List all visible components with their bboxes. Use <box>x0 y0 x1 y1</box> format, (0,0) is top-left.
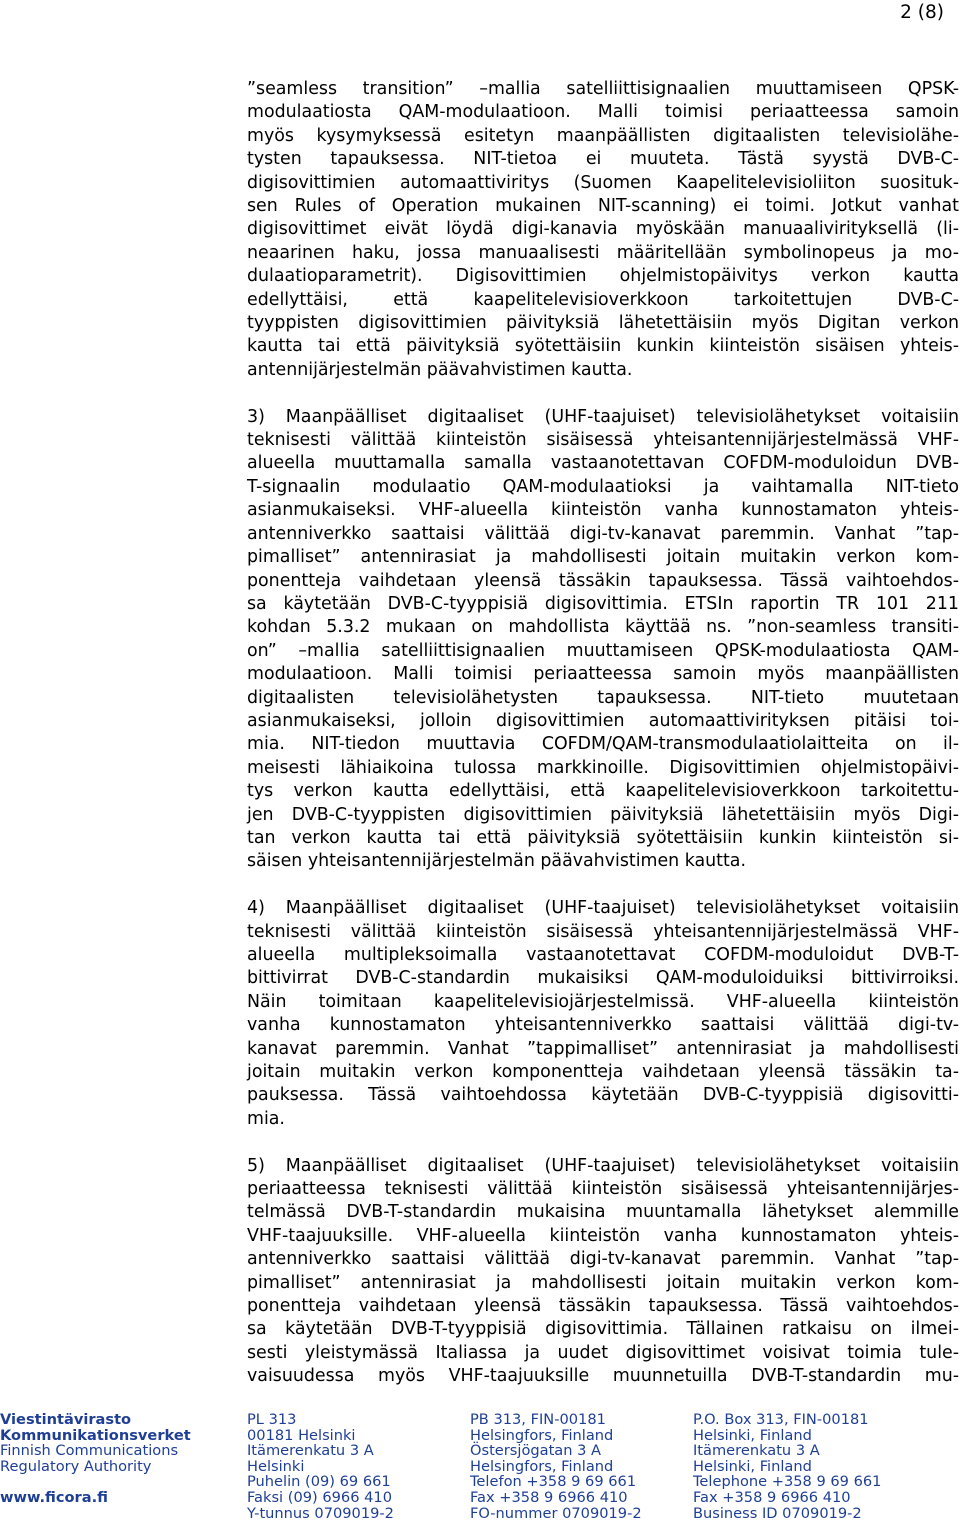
text-line: alueella multipleksoimalla vastaanotettavat COFDM-moduloidut DVB-T- <box>247 945 959 965</box>
text-line: 5) Maanpäälliset digitaaliset (UHF-taajuiset) televisiolähetykset voitaisiin <box>247 1155 959 1176</box>
address-line: Telephone +358 9 69 661 <box>693 1473 882 1491</box>
text-line: 3) Maanpäälliset digitaaliset (UHF-taajuiset) televisiolähetykset voitaisiin <box>247 406 959 427</box>
paragraph-1 <box>247 78 959 382</box>
org-name-swedish: Kommunikationsverket <box>0 1426 191 1444</box>
text-line: sa käytetään DVB-T-tyyppisiä digisovittimia. Tällainen ratkaisu on ilmei- <box>247 1319 959 1340</box>
text-line: asianmukaiseksi, jolloin digisovittimien automaattivirityksen pitäisi toi- <box>247 710 959 731</box>
text-line: teknisesti välittää kiinteistön sisäisessä yhteisantennijärjestelmässä VHF- <box>247 921 959 942</box>
address-line: Puhelin (09) 69 661 <box>247 1473 391 1491</box>
address-line: Helsinki <box>247 1457 305 1475</box>
address-line: Helsinki, Finland <box>693 1457 812 1475</box>
page-footer <box>0 1412 960 1522</box>
text-line: ponentteja vaihdetaan yleensä tässäkin tapauksessa. Tässä vaihtoehdos- <box>247 1296 959 1317</box>
paragraph-2 <box>247 406 959 874</box>
address-line: 00181 Helsinki <box>247 1426 356 1444</box>
text-line: bittivirrat DVB-C-standardin mukaisiksi QAM-moduloiduiksi bittivirroiksi. <box>247 968 959 989</box>
text-line: tysten tapauksessa. NIT-tietoa ei muuteta. Tästä syystä DVB-C- <box>247 149 959 170</box>
text-line: ”seamless transition” –mallia satelliittisignaalien muuttamiseen QPSK- <box>247 79 959 99</box>
text-line: kohdan 5.3.2 mukaan on mahdollista käyttää ns. ”non-seamless transiti- <box>247 617 959 638</box>
address-line: Y-tunnus 0709019-2 <box>247 1504 394 1522</box>
page-number: 2 (8) <box>900 2 944 23</box>
text-line: modulaatioon. Malli toimisi periaatteessa samoin myös maanpäällisten <box>247 664 959 685</box>
text-line: tan verkon kautta tai että päivityksiä syötettäisiin kunkin kiinteistön si- <box>247 827 959 848</box>
address-line: PB 313, FIN-00181 <box>470 1411 606 1428</box>
text-line: 4) Maanpäälliset digitaaliset (UHF-taajuiset) televisiolähetykset voitaisiin <box>247 898 959 919</box>
text-line: neaarinen haku, jossa manuaalisesti määritellään symbolinopeus ja mo- <box>247 242 959 263</box>
text-line: modulaatiosta QAM-modulaatioon. Malli toimisi periaatteessa samoin <box>247 102 959 123</box>
paragraph-3 <box>247 897 959 1131</box>
text-line: joitain muitakin verkon komponentteja vaihdetaan yleensä tässäkin ta- <box>247 1062 959 1083</box>
text-line: kautta tai että päivityksiä syötettäisiin kunkin kiinteistön sisäisen yhteis- <box>247 336 959 357</box>
text-line: vanha kunnostamaton yhteisantenniverkko saattaisi välittää digi-tv- <box>247 1015 959 1036</box>
text-line: VHF-taajuuksille. VHF-alueella kiinteistön vanha kunnostamaton yhteis- <box>247 1225 959 1246</box>
text-line: T-signaalin modulaatio QAM-modulaatioksi ja vaihtamalla NIT-tieto <box>247 476 959 497</box>
text-line: on” –mallia satelliittisignaalien muuttamiseen QPSK-modulaatiosta QAM- <box>247 640 959 661</box>
address-line: Itämerenkatu 3 A <box>693 1442 820 1460</box>
text-line: meisesti lähiaikoina tulossa markkinoille. Digisovittimien ohjelmistopäivi- <box>247 757 959 778</box>
org-name-finnish: Viestintävirasto <box>0 1411 132 1428</box>
text-line: jen DVB-C-tyyppisten digisovittimien päivityksiä lähetettäisiin myös Digi- <box>247 804 959 825</box>
text-line: tys verkon kautta edellyttäisi, että kaapelitelevisioverkkoon tarkoitettu- <box>247 781 959 802</box>
text-line: pimalliset” antennirasiat ja mahdollisesti joitain muitakin verkon kom- <box>247 547 959 568</box>
text-line: myös kysymyksessä esitetyn maanpäällisten digitaalisten televisiolähe- <box>247 125 959 146</box>
text-line: sen Rules of Operation mukainen NIT-scanning) ei toimi. Jotkut vanhat <box>247 196 959 217</box>
text-line: periaatteessa teknisesti välittää kiinteistön sisäisessä yhteisantennijärjes- <box>247 1179 959 1200</box>
text-line: antennijärjestelmän päävahvistimen kautta. <box>247 359 633 380</box>
text-line: digisovittimien automaattiviritys (Suomen Kaapelitelevisioliiton suosituk- <box>247 172 959 193</box>
address-line: Itämerenkatu 3 A <box>247 1442 374 1460</box>
text-line: asianmukaiseksi. VHF-alueella kiinteistön vanha kunnostamaton yhteis- <box>247 500 959 521</box>
text-line: sa käytetään DVB-C-tyyppisiä digisovittimia. ETSIn raportin TR 101 211 <box>247 593 959 614</box>
address-line: P.O. Box 313, FIN-00181 <box>693 1411 869 1428</box>
text-line: digitaalisten televisiolähetysten tapauksessa. NIT-tieto muutetaan <box>247 687 959 708</box>
address-line: Fax +358 9 6966 410 <box>693 1488 851 1506</box>
address-line: FO-nummer 0709019-2 <box>470 1504 642 1522</box>
text-line: pimalliset” antennirasiat ja mahdollisesti joitain muitakin verkon kom- <box>247 1272 959 1293</box>
footer-organization <box>0 1412 191 1506</box>
address-line: Helsingfors, Finland <box>470 1426 614 1444</box>
text-line: tyyppisten digisovittimien päivityksiä lähetettäisiin myös Digitan verkon <box>247 313 959 334</box>
text-line: säisen yhteisantennijärjestelmän päävahvistimen kautta. <box>247 851 746 872</box>
text-line: ponentteja vaihdetaan yleensä tässäkin tapauksessa. Tässä vaihtoehdos- <box>247 570 959 591</box>
paragraph-4 <box>247 1155 959 1389</box>
address-line: Helsingfors, Finland <box>470 1457 614 1475</box>
text-line: edellyttäisi, että kaapelitelevisioverkkoon tarkoitettujen DVB-C- <box>247 289 959 310</box>
footer-address-english <box>693 1412 881 1521</box>
address-line: Östersjögatan 3 A <box>470 1442 602 1460</box>
footer-address-finnish <box>247 1412 394 1521</box>
address-line: Fax +358 9 6966 410 <box>470 1488 628 1506</box>
address-line: Helsinki, Finland <box>693 1426 812 1444</box>
org-name-english: Finnish Communications <box>0 1442 179 1460</box>
text-line: dulaatioparametrit). Digisovittimien ohjelmistopäivitys verkon kautta <box>247 266 959 287</box>
text-line: sesti yleistymässä Italiassa ja uudet digisovittimet voisivat toimia tule- <box>247 1342 959 1363</box>
text-line: kanavat paremmin. Vanhat ”tappimalliset” antennirasiat ja mahdollisesti <box>247 1038 959 1059</box>
text-line: alueella muuttamalla samalla vastaanotettavan COFDM-moduloidun DVB- <box>247 453 959 474</box>
text-line: pauksessa. Tässä vaihtoehdossa käytetään DVB-C-tyyppisiä digisovitti- <box>247 1085 959 1106</box>
org-name-english: Regulatory Authority <box>0 1457 152 1475</box>
text-line: vaisuudessa myös VHF-taajuuksille muunnetuilla DVB-T-standardin mu- <box>247 1366 959 1387</box>
address-line: PL 313 <box>247 1411 297 1428</box>
text-line: Näin toimitaan kaapelitelevisiojärjestelmissä. VHF-alueella kiinteistön <box>247 991 959 1012</box>
footer-address-swedish <box>470 1412 642 1521</box>
address-line: Faksi (09) 6966 410 <box>247 1488 392 1506</box>
text-line: teknisesti välittää kiinteistön sisäisessä yhteisantennijärjestelmässä VHF- <box>247 430 959 451</box>
text-line: antenniverkko saattaisi välittää digi-tv-kanavat paremmin. Vanhat ”tap- <box>247 1249 959 1270</box>
address-line: Telefon +358 9 69 661 <box>470 1473 637 1491</box>
document-body <box>247 78 959 1412</box>
text-line: mia. <box>247 1108 285 1129</box>
text-line: mia. NIT-tiedon muuttavia COFDM/QAM-transmodulaatiolaitteita on il- <box>247 734 959 755</box>
text-line: digisovittimet eivät löydä digi-kanavia myöskään manuaalivirityksellä (li- <box>247 219 959 240</box>
text-line: telmässä DVB-T-standardin mukaisina muuntamalla lähetykset alemmille <box>247 1202 959 1223</box>
address-line: Business ID 0709019-2 <box>693 1504 862 1522</box>
text-line: antenniverkko saattaisi välittää digi-tv-kanavat paremmin. Vanhat ”tap- <box>247 523 959 544</box>
website-link[interactable]: www.ficora.fi <box>0 1489 108 1507</box>
